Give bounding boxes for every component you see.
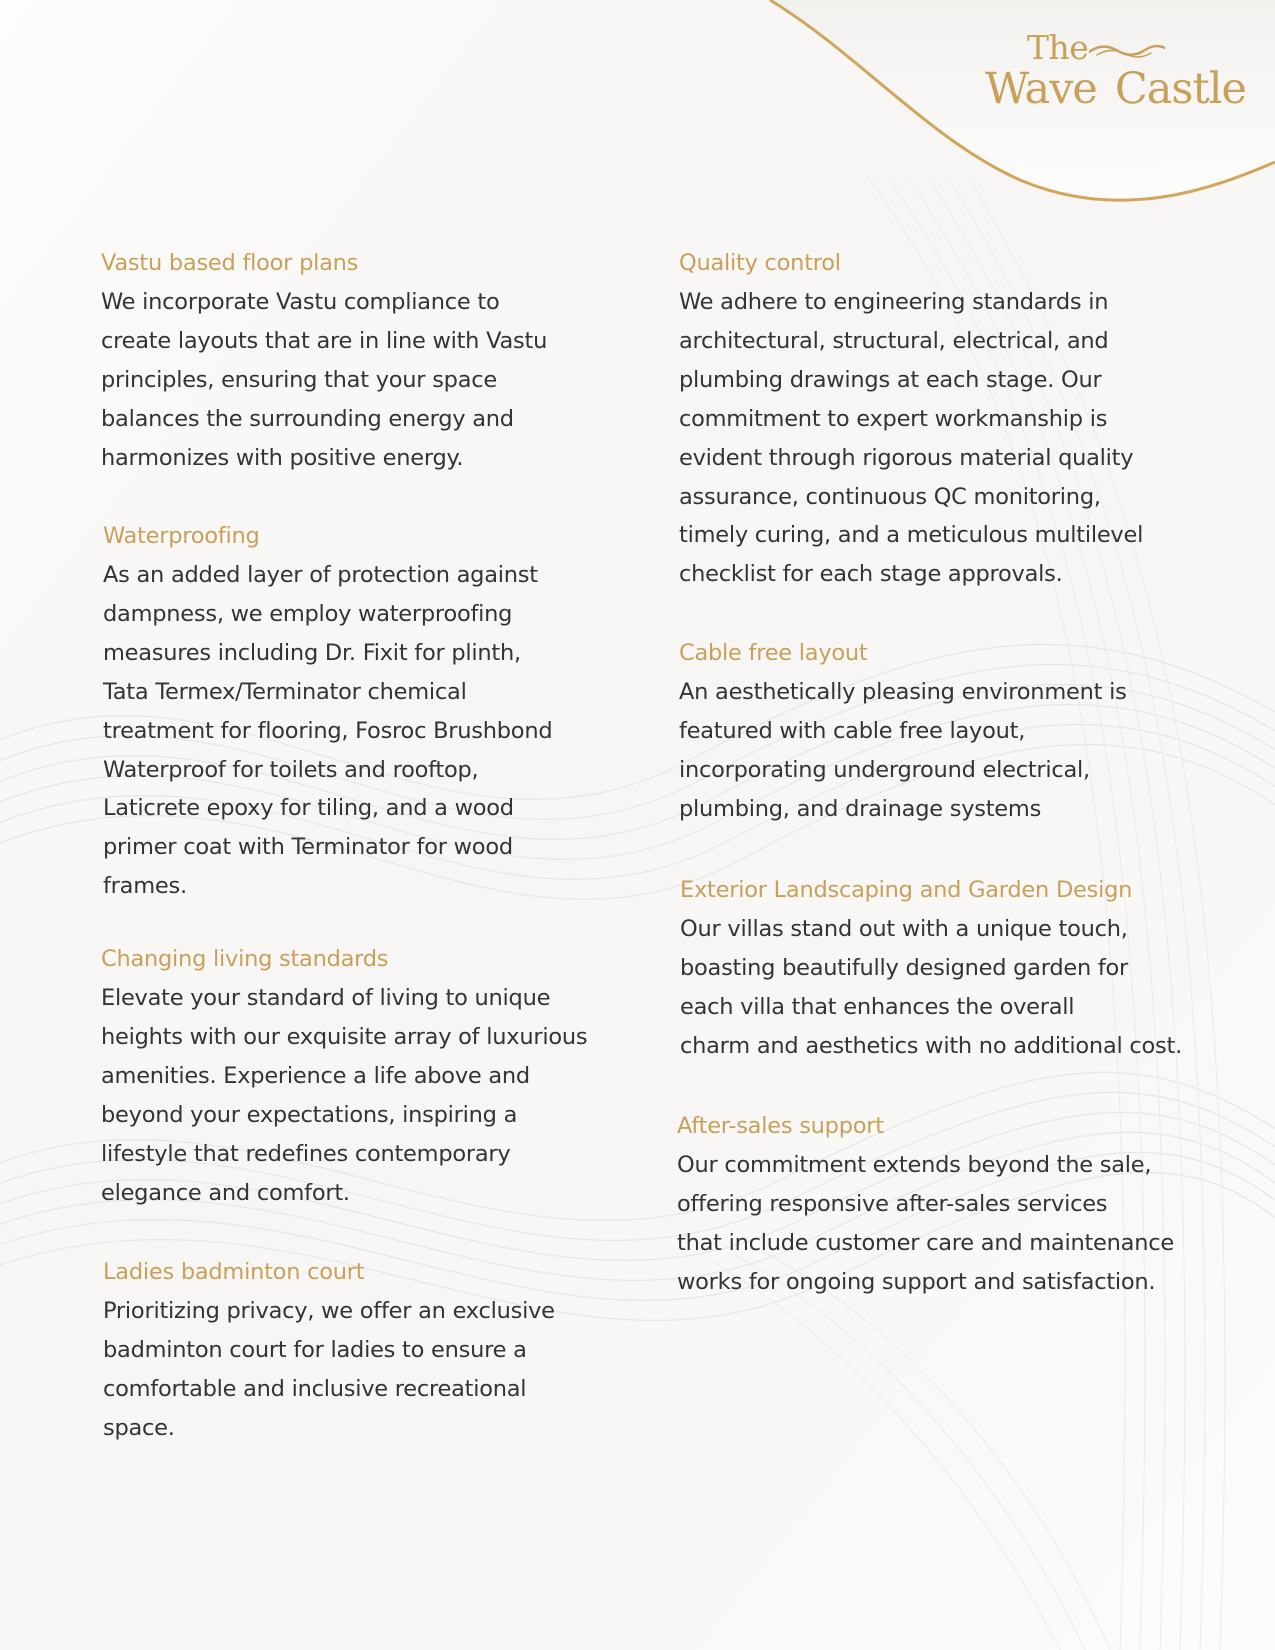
section-title: Ladies badminton court bbox=[103, 1259, 365, 1285]
body-line: incorporating underground electrical, bbox=[679, 756, 1090, 783]
body-line: beyond your expectations, inspiring a bbox=[101, 1101, 518, 1128]
body-line: checklist for each stage approvals. bbox=[679, 561, 1063, 588]
body-line: plumbing, and drainage systems bbox=[679, 795, 1042, 822]
section-vastu bbox=[101, 244, 547, 478]
body-line: commitment to expert workmanship is bbox=[679, 405, 1108, 432]
body-line: boasting beautifully designed garden for bbox=[680, 954, 1129, 981]
body-line: create layouts that are in line with Vastu bbox=[101, 327, 548, 354]
section-body bbox=[679, 673, 1127, 829]
section-body bbox=[103, 556, 552, 906]
body-line: We incorporate Vastu compliance to bbox=[101, 289, 500, 315]
section-title: Changing living standards bbox=[101, 946, 389, 972]
body-line: An aesthetically pleasing environment is bbox=[679, 679, 1127, 705]
section-body bbox=[101, 979, 587, 1212]
body-line: each villa that enhances the overall bbox=[680, 993, 1075, 1020]
section-title: Waterproofing bbox=[103, 523, 260, 549]
section-body bbox=[103, 1292, 555, 1448]
section-body bbox=[677, 1146, 1174, 1302]
body-line: balances the surrounding energy and bbox=[101, 405, 514, 432]
section-badminton bbox=[103, 1253, 555, 1448]
body-line: Our villas stand out with a unique touch, bbox=[680, 916, 1128, 942]
section-body bbox=[101, 283, 547, 478]
body-line: Our commitment extends beyond the sale, bbox=[677, 1152, 1152, 1178]
section-quality-control bbox=[679, 244, 1143, 594]
body-line: Elevate your standard of living to unique bbox=[101, 985, 551, 1011]
body-line: architectural, structural, electrical, and bbox=[679, 327, 1109, 354]
logo-word-castle: Castle bbox=[1114, 64, 1246, 114]
body-line: Prioritizing privacy, we offer an exclusive bbox=[103, 1298, 555, 1324]
body-line: that include customer care and maintenance bbox=[677, 1229, 1174, 1256]
section-waterproofing bbox=[103, 517, 552, 906]
body-line: measures including Dr. Fixit for plinth, bbox=[103, 639, 521, 666]
section-living-standards bbox=[101, 940, 587, 1212]
logo-the: The bbox=[1027, 28, 1089, 67]
section-title: Exterior Landscaping and Garden Design bbox=[680, 877, 1133, 903]
body-line: featured with cable free layout, bbox=[679, 717, 1026, 744]
body-line: timely curing, and a meticulous multilevel bbox=[679, 522, 1144, 549]
body-line: As an added layer of protection against bbox=[103, 562, 538, 588]
body-line: heights with our exquisite array of luxurious bbox=[101, 1023, 588, 1050]
section-landscaping bbox=[680, 871, 1182, 1066]
body-line: works for ongoing support and satisfaction. bbox=[677, 1268, 1156, 1295]
body-line: harmonizes with positive energy. bbox=[101, 444, 464, 471]
body-line: space. bbox=[103, 1414, 175, 1441]
section-title: Cable free layout bbox=[679, 640, 868, 666]
body-line: We adhere to engineering standards in bbox=[679, 289, 1109, 315]
body-line: primer coat with Terminator for wood bbox=[103, 834, 513, 861]
brand-logo bbox=[985, 28, 1245, 114]
body-line: evident through rigorous material quality bbox=[679, 444, 1134, 471]
body-line: charm and aesthetics with no additional cost. bbox=[680, 1032, 1182, 1059]
body-line: plumbing drawings at each stage. Our bbox=[679, 366, 1102, 393]
body-line: badminton court for ladies to ensure a bbox=[103, 1336, 527, 1363]
section-cable-free bbox=[679, 634, 1127, 829]
body-line: Laticrete epoxy for tiling, and a wood bbox=[103, 795, 514, 822]
body-line: assurance, continuous QC monitoring, bbox=[679, 483, 1101, 510]
body-line: dampness, we employ waterproofing bbox=[103, 600, 513, 627]
logo-word-wave: Wave bbox=[985, 64, 1097, 114]
body-line: offering responsive after-sales services bbox=[677, 1190, 1108, 1217]
body-line: amenities. Experience a life above and bbox=[101, 1062, 530, 1089]
body-line: comfortable and inclusive recreational bbox=[103, 1375, 527, 1402]
body-line: elegance and comfort. bbox=[101, 1179, 350, 1206]
wave-icon bbox=[1089, 43, 1165, 59]
logo-name bbox=[985, 64, 1246, 114]
section-body bbox=[679, 283, 1143, 594]
section-title: Vastu based floor plans bbox=[101, 250, 359, 276]
body-line: principles, ensuring that your space bbox=[101, 366, 497, 393]
body-line: frames. bbox=[103, 873, 187, 900]
section-body bbox=[680, 910, 1182, 1066]
section-title: Quality control bbox=[679, 250, 841, 276]
section-title: After-sales support bbox=[677, 1113, 884, 1139]
section-after-sales bbox=[677, 1107, 1174, 1302]
body-line: lifestyle that redefines contemporary bbox=[101, 1140, 511, 1167]
body-line: Waterproof for toilets and rooftop, bbox=[103, 756, 479, 783]
body-line: Tata Termex/Terminator chemical bbox=[103, 678, 467, 705]
body-line: treatment for flooring, Fosroc Brushbond bbox=[103, 717, 553, 744]
